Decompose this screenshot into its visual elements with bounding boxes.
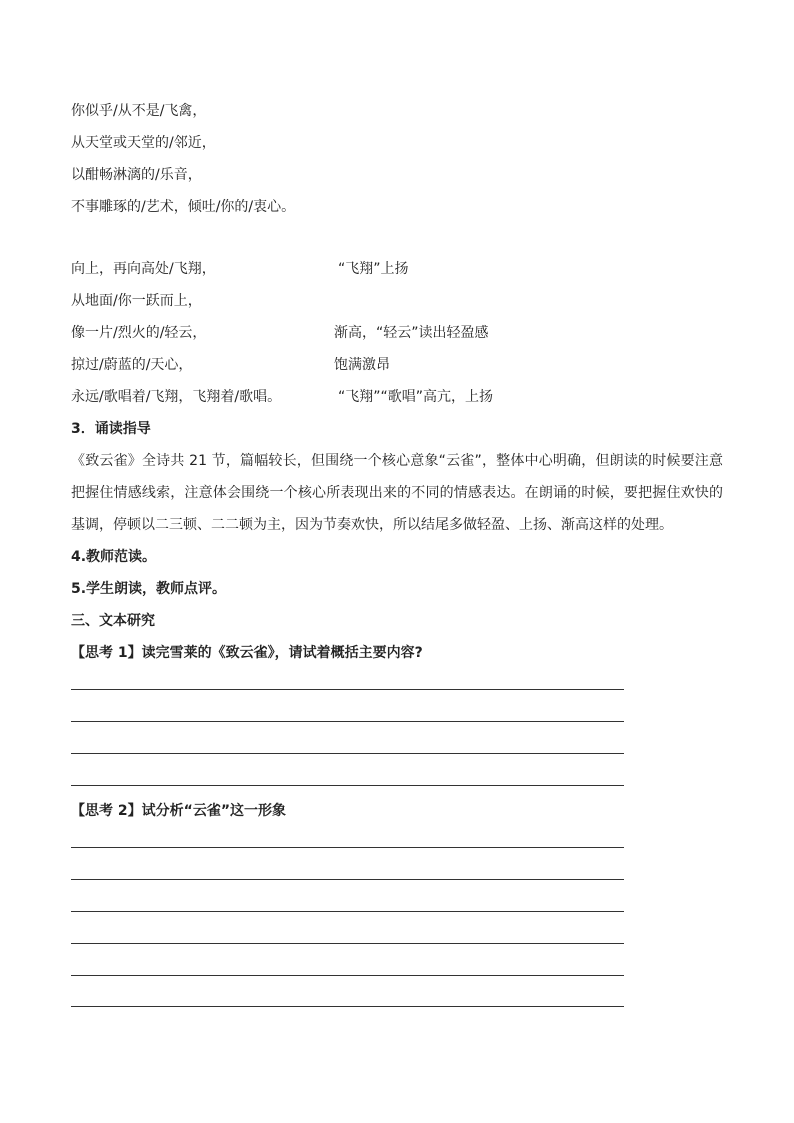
- section-heading: 3．诵读指导: [71, 421, 151, 437]
- answer-line: [71, 689, 624, 690]
- question-2: 【思考 2】试分析“云雀”这一形象: [71, 803, 287, 819]
- reading-note: “飞翔”上扬: [338, 261, 409, 277]
- answer-line: [71, 975, 624, 976]
- answer-line: [71, 785, 624, 786]
- poem-line: 不事雕琢的/艺术，倾吐/你的/衷心。: [71, 199, 296, 215]
- answer-line: [71, 721, 624, 722]
- answer-line: [71, 879, 624, 880]
- reading-guide-paragraph: 《致云雀》全诗共 21 节，篇幅较长，但围绕一个核心意象“云雀”，整体中心明确，但朗读的时候要注意把握住情感线索，注意体会围绕一个核心所表现出来的不同的情感表达。在朗诵的时候，要把握住欢快的基调，停顿以二三顿、二二顿为主，因为节奏欢快，所以结尾多做轻盈、上扬、渐高这样的处理。: [71, 453, 723, 533]
- poem-line: 从地面/你一跃而上，: [71, 293, 202, 309]
- step-item: 5.学生朗读，教师点评。: [71, 581, 227, 597]
- reading-note: 饱满激昂: [334, 357, 390, 373]
- question-1: 【思考 1】读完雪莱的《致云雀》，请试着概括主要内容?: [71, 645, 423, 661]
- poem-line: 从天堂或天堂的/邻近，: [71, 135, 216, 151]
- answer-line: [71, 847, 624, 848]
- poem-line: 你似乎/从不是/飞禽，: [71, 103, 207, 119]
- part-title: 三、文本研究: [71, 613, 155, 629]
- reading-note: “飞翔”“歌唱”高亢，上扬: [338, 389, 494, 405]
- answer-line: [71, 753, 624, 754]
- poem-line: 永远/歌唱着/飞翔，飞翔着/歌唱。: [71, 389, 282, 405]
- poem-line: 以酣畅淋漓的/乐音，: [71, 167, 202, 183]
- poem-line: 向上，再向高处/飞翔，: [71, 261, 216, 277]
- poem-line: 掠过/蔚蓝的/天心，: [71, 357, 193, 373]
- answer-line: [71, 1006, 624, 1007]
- reading-note: 渐高，“轻云”读出轻盈感: [334, 325, 489, 341]
- answer-line: [71, 911, 624, 912]
- answer-line: [71, 943, 624, 944]
- step-item: 4.教师范读。: [71, 549, 157, 565]
- poem-line: 像一片/烈火的/轻云，: [71, 325, 207, 341]
